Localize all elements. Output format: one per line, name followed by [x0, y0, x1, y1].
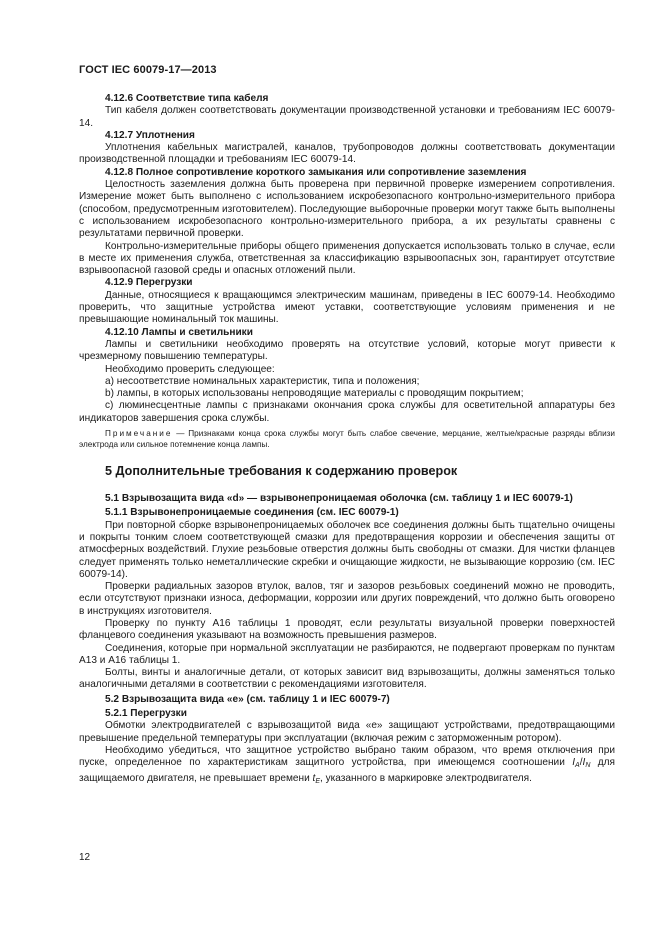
heading-5-2-1: 5.2.1 Перегрузки — [105, 708, 187, 720]
para-4-12-8-1: Целостность заземления должна быть проверена при первичной проверке измерением сопротивления. Измерение может быть выполнено с использованием искробезопасного контрольно-измерительного прибора (способом, предусмотренным изготовителем). Последующие выборочные проверки могут также быть выполнены с использованием искробезопасного контрольно-измерительного прибора, а их результаты сравнены с результатами первичной проверки. — [79, 179, 615, 240]
para-5-2-1-1: Обмотки электродвигателей с взрывозащитой вида «е» защищают устройствами, предотвращающими превышение предельной температуры при эксплуатации (включая режим с заторможенным ротором). — [79, 720, 615, 744]
ratio-separator: / — [579, 757, 583, 769]
note — [79, 428, 615, 450]
para-4-12-10-1: Лампы и светильники необходимо проверять на отсутствие условий, которые могут привести к чрезмерному повышению температуры. — [79, 338, 615, 363]
para-5-2-1-2 — [79, 745, 615, 788]
para-5-2-1-2-part-c: , указанного в маркировке электродвигателя. — [320, 772, 532, 784]
para-4-12-6: Тип кабеля должен соответствовать документации производственной установки и требованиям IEC 60079-14. — [79, 105, 615, 129]
heading-5-1-1: 5.1.1 Взрывонепроницаемые соединения (см. IEC 60079-1) — [105, 507, 399, 519]
heading-4-12-8: 4.12.8 Полное сопротивление короткого замыкания или сопротивление заземления — [105, 166, 527, 178]
ratio-i-a: I — [572, 757, 576, 769]
note-label: Примечание — [105, 429, 173, 439]
para-4-12-9: Данные, относящиеся к вращающимся электрическим машинам, приведены в IEC 60079-14. Необходимо проверить, что защитные устройства имеют уставки, соответствующие условиям применения и не превышающие номинальный ток машины. — [79, 289, 615, 326]
heading-4-12-6: 4.12.6 Соответствие типа кабеля — [105, 93, 269, 104]
heading-5-2: 5.2 Взрывозащита вида «е» (см. таблицу 1 и IEC 60079-7) — [105, 693, 390, 705]
para-5-1-1-1: При повторной сборке взрывонепроницаемых оболочек все соединения должны быть тщательно очищены и покрыты тонким слоем соответствующей смазки для предотвращения коррозии и обеспечения защиты от атмосферных воздействий. Глухие резьбовые отверстия должны быть свободны от смазки. Для чистки фланцев следует применять только неметаллические скребки и очищающие жидкости, не вызывающие коррозию (см. IEC 60079-14). — [79, 519, 615, 580]
heading-4-12-10: 4.12.10 Лампы и светильники — [105, 326, 253, 338]
para-5-1-1-5: Болты, винты и аналогичные детали, от которых зависит вид взрывозащиты, должны заменяться только аналогичными деталями в соответствии с рекомендациями изготовителя. — [79, 667, 615, 691]
ratio-sub-a: A — [575, 762, 580, 770]
para-4-12-10-2: Необходимо проверить следующее: — [105, 363, 275, 375]
list-item-c: с) люминесцентные лампы с признаками окончания срока службы для осветительной аппаратуры без индикаторов завершения срока службы. — [79, 400, 615, 424]
list-item-b: b) лампы, в которых использованы непроводящие материалы с проводящим покрытием; — [105, 388, 524, 400]
page-number: 12 — [79, 852, 91, 863]
ratio-sub-n: N — [585, 762, 591, 770]
para-4-12-8-2: Контрольно-измерительные приборы общего применения допускается использовать только в случае, если в месте их применения служба, ответственная за классификацию взрывоопасных зон, гарантирует отсутствие взрывоопасной газовой среды и опасных отложений пыли. — [79, 240, 615, 277]
list-item-a: а) несоответствие номинальных характеристик, типа и положения; — [105, 375, 420, 387]
para-5-1-1-2: Проверки радиальных зазоров втулок, валов, тяг и зазоров резьбовых соединений можно не проводить, если отсутствуют признаки износа, деформации, коррозии или других повреждений, что должно быть оговорено в инструкциях изготовителя. — [79, 581, 615, 617]
note-text: — Признаками конца срока службы могут быть слабое свечение, мерцание, желтые/красные разряды вблизи электрода или сильное потемнение конца лампы. — [79, 429, 615, 450]
time-t: t — [312, 772, 316, 784]
time-sub-e: E — [315, 777, 321, 785]
para-4-12-7: Уплотнения кабельных магистралей, каналов, трубопроводов должны соответствовать документации производственной площадки и требованиям IEC 60079-14. — [79, 142, 615, 166]
para-5-1-1-4: Соединения, которые при нормальной эксплуатации не разбираются, не подвергают проверкам по пунктам А13 и А16 таблицы 1. — [79, 642, 615, 666]
heading-4-12-9: 4.12.9 Перегрузки — [105, 277, 193, 289]
ratio-i-n: I — [582, 757, 586, 769]
para-5-2-1-2-part-a: Необходимо убедиться, что защитное устройство выбрано таким образом, что время отключения при пуске, определенное по характеристикам защитного устройства, при имеющемся соотношении — [79, 744, 615, 769]
heading-5-1: 5.1 Взрывозащита вида «d» — взрывонепроницаемая оболочка (см. таблицу 1 и IEC 60079-1) — [105, 493, 573, 505]
heading-section-5: 5 Дополнительные требования к содержанию проверок — [105, 464, 458, 479]
heading-4-12-7: 4.12.7 Уплотнения — [105, 129, 195, 141]
page-content — [79, 93, 615, 788]
standard-header: ГОСТ IEC 60079-17—2013 — [79, 64, 217, 76]
para-5-2-1-2-part-b: для защищаемого двигателя, не превышает времени — [79, 757, 615, 784]
para-5-1-1-3: Проверку по пункту А16 таблицы 1 проводят, если результаты визуальной проверки поверхностей фланцевого соединения указывают на возможность превышения размеров. — [79, 617, 615, 642]
